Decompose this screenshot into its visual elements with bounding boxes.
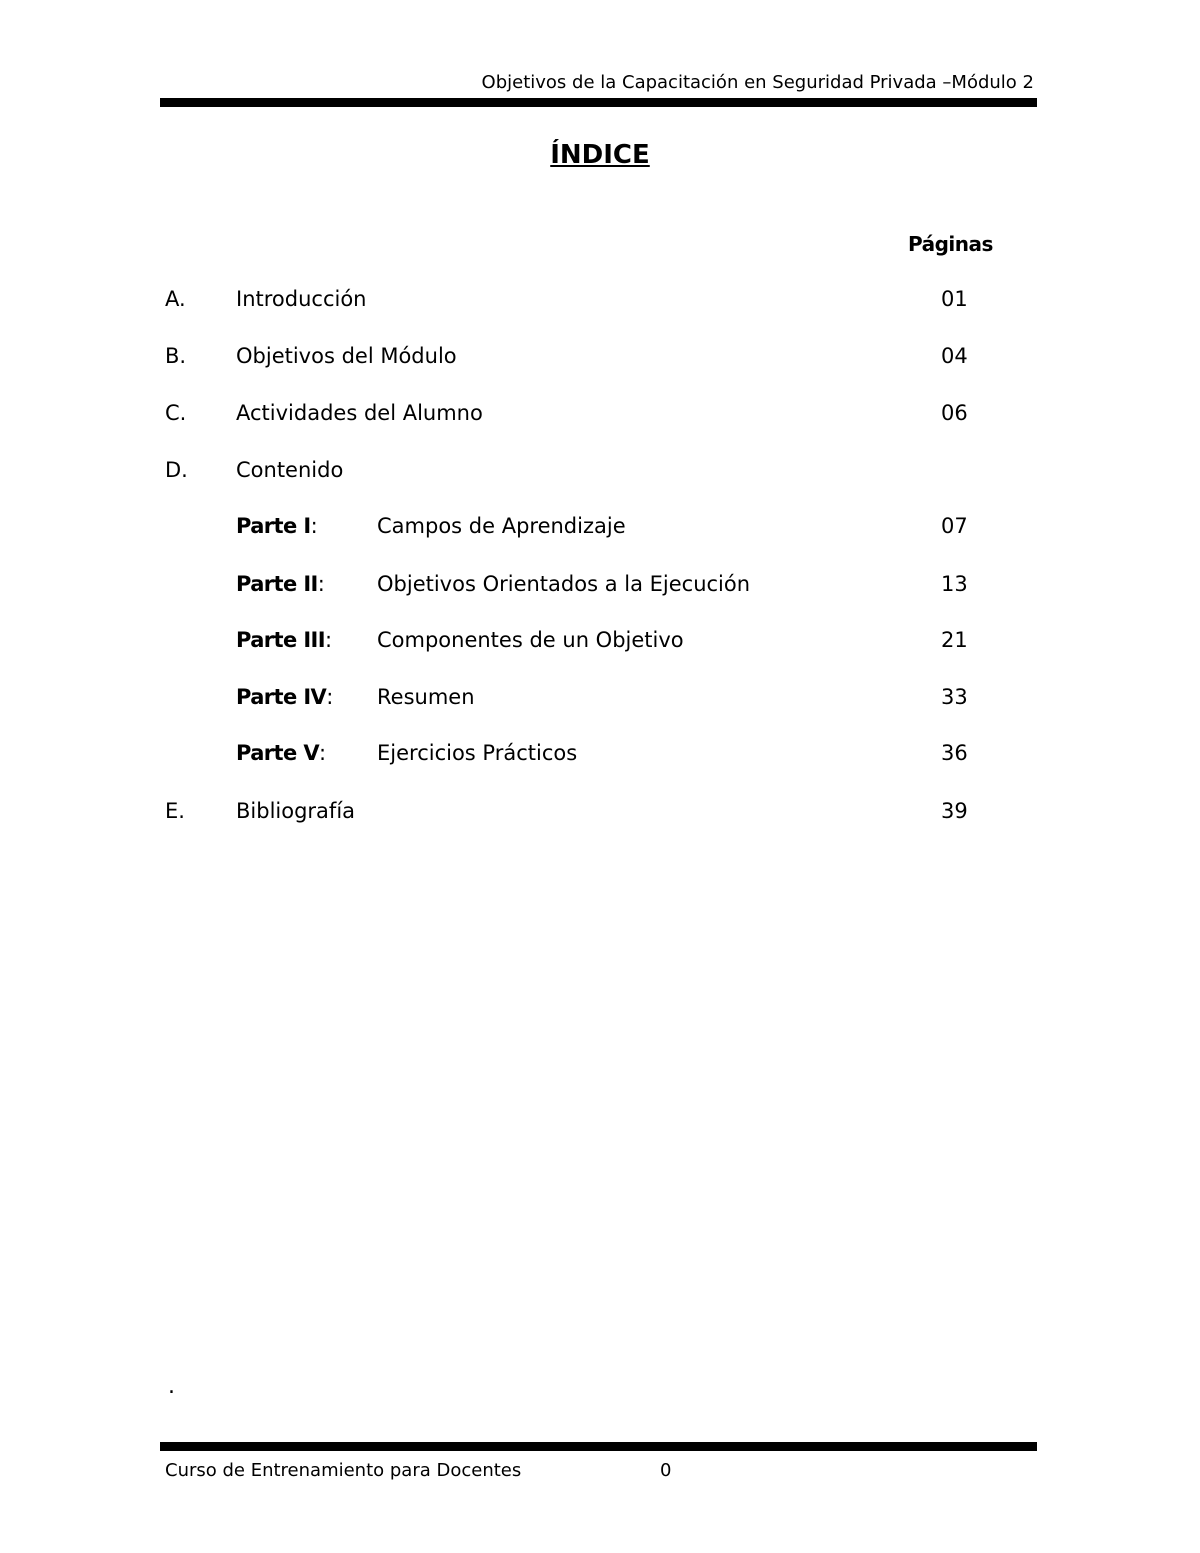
toc-row-b xyxy=(0,344,1200,374)
index-title: ÍNDICE xyxy=(550,140,650,170)
footer-rule xyxy=(160,1442,1037,1451)
pages-column-heading: Páginas xyxy=(908,232,993,256)
toc-row-e xyxy=(0,799,1200,829)
toc-part-label: Campos de Aprendizaje xyxy=(377,514,626,538)
toc-part-name: Parte I xyxy=(236,514,311,538)
header-rule xyxy=(160,98,1037,107)
toc-label: Introducción xyxy=(236,287,367,311)
toc-page-number: 01 xyxy=(941,287,968,311)
toc-part-label: Resumen xyxy=(377,685,475,709)
toc-part-name: Parte III xyxy=(236,628,325,652)
toc-page-number: 07 xyxy=(941,514,968,538)
toc-row-d xyxy=(0,458,1200,488)
toc-part-row-1 xyxy=(0,514,1200,544)
toc-label: Contenido xyxy=(236,458,344,482)
toc-letter: E. xyxy=(165,799,185,823)
toc-page-number: 21 xyxy=(941,628,968,652)
stray-dot: . xyxy=(168,1374,175,1399)
toc-part-row-2 xyxy=(0,572,1200,602)
toc-part-heading xyxy=(236,685,333,709)
toc-letter: B. xyxy=(165,344,187,368)
toc-letter: A. xyxy=(165,287,186,311)
toc-part-row-5 xyxy=(0,741,1200,771)
toc-row-c xyxy=(0,401,1200,431)
toc-page-number: 04 xyxy=(941,344,968,368)
toc-part-name: Parte IV xyxy=(236,685,327,709)
toc-part-heading xyxy=(236,572,325,596)
toc-letter: C. xyxy=(165,401,187,425)
toc-part-label: Componentes de un Objetivo xyxy=(377,628,684,652)
footer-course-name: Curso de Entrenamiento para Docentes xyxy=(165,1460,522,1481)
toc-part-colon: : xyxy=(310,514,318,538)
toc-part-heading xyxy=(236,628,332,652)
toc-page-number: 33 xyxy=(941,685,968,709)
toc-part-heading xyxy=(236,514,318,538)
toc-part-heading xyxy=(236,741,326,765)
toc-part-colon: : xyxy=(326,685,334,709)
toc-part-label: Objetivos Orientados a la Ejecución xyxy=(377,572,751,596)
toc-page-number: 06 xyxy=(941,401,968,425)
header-title: Objetivos de la Capacitación en Seguridad Privada –Módulo 2 xyxy=(481,72,1034,93)
footer-page-number: 0 xyxy=(660,1460,672,1481)
toc-part-label: Ejercicios Prácticos xyxy=(377,741,578,765)
toc-row-a xyxy=(0,287,1200,317)
toc-part-row-3 xyxy=(0,628,1200,658)
toc-page-number: 36 xyxy=(941,741,968,765)
toc-part-colon: : xyxy=(317,572,325,596)
toc-page-number: 39 xyxy=(941,799,968,823)
toc-part-colon: : xyxy=(325,628,333,652)
toc-part-colon: : xyxy=(319,741,327,765)
toc-part-name: Parte II xyxy=(236,572,318,596)
toc-part-row-4 xyxy=(0,685,1200,715)
toc-page-number: 13 xyxy=(941,572,968,596)
toc-letter: D. xyxy=(165,458,188,482)
toc-label: Bibliografía xyxy=(236,799,356,823)
toc-part-name: Parte V xyxy=(236,741,319,765)
toc-label: Objetivos del Módulo xyxy=(236,344,457,368)
toc-label: Actividades del Alumno xyxy=(236,401,483,425)
